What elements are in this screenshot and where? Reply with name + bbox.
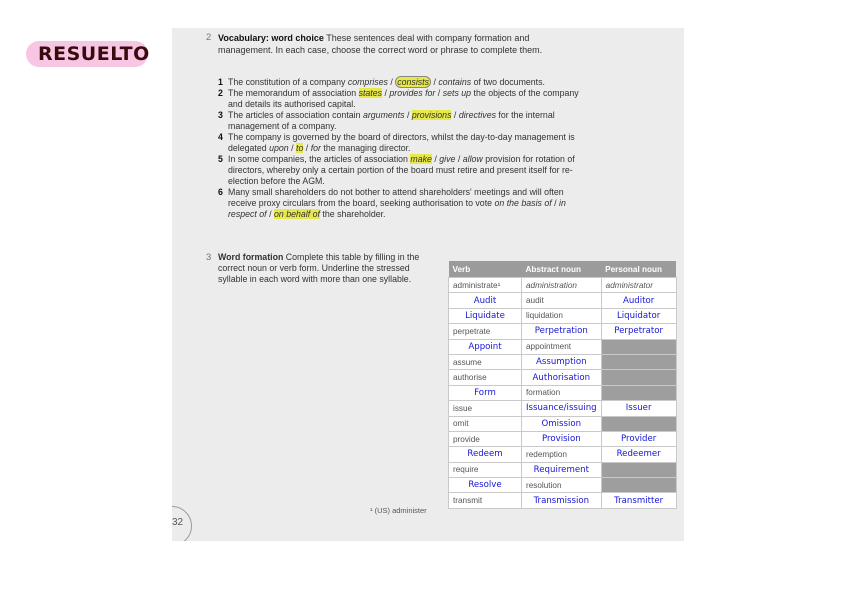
verb-cell: issue (449, 401, 522, 416)
table-row (449, 278, 677, 293)
personal-noun-cell (601, 385, 676, 400)
verb-cell: Liquidate (449, 308, 522, 323)
verb-cell: provide (449, 431, 522, 446)
personal-noun-cell (601, 478, 676, 493)
abstract-noun-cell: Issuance/issuing (522, 401, 602, 416)
highlighted-answer: to (296, 143, 304, 153)
personal-noun-cell (601, 416, 676, 431)
table-row (449, 293, 677, 308)
personal-noun-cell (601, 354, 676, 369)
exercise-item (218, 77, 580, 88)
abstract-noun-cell: Authorisation (522, 370, 602, 385)
exercise-item (218, 187, 580, 220)
personal-noun-cell: Perpetrator (601, 324, 676, 339)
table-row (449, 493, 677, 508)
item-text-fragment: sets up (442, 88, 472, 99)
highlighted-answer: make (410, 154, 432, 165)
abstract-noun-cell: audit (522, 293, 602, 308)
table-row (449, 354, 677, 369)
table-row (449, 324, 677, 339)
verb-cell: omit (449, 416, 522, 431)
table-row (449, 370, 677, 385)
item-text-fragment: provides for (389, 88, 436, 99)
table-row (449, 339, 677, 354)
table-row (449, 308, 677, 323)
item-text-fragment: The articles of association contain (228, 110, 363, 121)
item-text-fragment: / (404, 110, 412, 121)
exercise-item (218, 154, 580, 187)
verb-cell: Form (449, 385, 522, 400)
personal-noun-cell: Issuer (601, 401, 676, 416)
item-text-fragment: / (266, 208, 274, 219)
item-text (228, 132, 580, 154)
verb-cell: authorise (449, 370, 522, 385)
exercise-2-number: 2 (206, 32, 212, 43)
item-text-fragment: / (303, 143, 311, 153)
highlighted-answer: states (358, 88, 383, 99)
item-text (228, 110, 580, 132)
item-text-fragment: for (310, 143, 321, 153)
verb-cell: require (449, 462, 522, 477)
table-header-row (449, 261, 677, 278)
item-text (228, 187, 580, 220)
item-number: 5 (218, 154, 223, 165)
item-number: 2 (218, 88, 223, 99)
exercise-2-heading (218, 33, 570, 57)
item-number: 3 (218, 110, 223, 121)
verb-cell: transmit (449, 493, 522, 508)
item-text-fragment: directives (458, 110, 496, 121)
personal-noun-cell (601, 462, 676, 477)
abstract-noun-cell: Transmission (522, 493, 602, 508)
abstract-noun-cell: appointment (522, 339, 602, 354)
verb-cell: Appoint (449, 339, 522, 354)
abstract-noun-cell: resolution (522, 478, 602, 493)
personal-noun-cell: Redeemer (601, 447, 676, 462)
personal-noun-cell: Liquidator (601, 308, 676, 323)
item-text-fragment: contains (438, 77, 472, 87)
item-text-fragment: of two documents. (471, 77, 545, 87)
item-number: 6 (218, 187, 223, 197)
exercise-3-title: Word formation (218, 252, 284, 262)
abstract-noun-cell: Provision (522, 431, 602, 446)
exercise-3-heading (218, 252, 432, 285)
exercise-item (218, 132, 580, 154)
item-text-fragment: / (387, 77, 396, 87)
abstract-noun-cell: Perpetration (522, 324, 602, 339)
item-text-fragment: comprises (347, 77, 388, 87)
exercise-2-items (218, 77, 580, 220)
abstract-noun-cell: redemption (522, 447, 602, 462)
item-text-fragment: the objects of the company and details its authorised capital. (228, 88, 579, 109)
exercise-3-instructions: Complete this table by filling in the correct noun or verb form. Underline the stressed syllable in each word with more than one syllable. (218, 252, 420, 284)
exercise-item (218, 88, 580, 110)
highlighted-answer: consists (397, 77, 430, 87)
verb-cell: Redeem (449, 447, 522, 462)
item-text (228, 154, 580, 187)
footnote: ¹ (US) administer (370, 506, 427, 515)
item-text-fragment: Many small shareholders do not bother to attend shareholders' meetings and will often receive proxy circulars from the board, seeking authorisation to vote (228, 187, 564, 208)
item-text-fragment: give (439, 154, 456, 165)
item-text-fragment: / (451, 110, 459, 121)
table-row (449, 462, 677, 477)
item-number: 4 (218, 132, 223, 143)
abstract-noun-cell: administration (522, 278, 602, 293)
table-row (449, 431, 677, 446)
abstract-noun-cell: Assumption (522, 354, 602, 369)
item-text-fragment: In some companies, the articles of association (228, 154, 411, 165)
highlighted-answer: provisions (411, 110, 452, 121)
personal-noun-cell (601, 370, 676, 385)
verb-cell: Audit (449, 293, 522, 308)
verb-cell: perpetrate (449, 324, 522, 339)
personal-noun-cell: Auditor (601, 293, 676, 308)
item-text-fragment: provision for rotation of directors, whereby only a certain portion of the board must retire and present itself for re-election before the AGM. (228, 154, 575, 186)
stamp-label: RESUELTO (38, 43, 150, 65)
column-header-personal-noun: Personal noun (601, 261, 676, 278)
verb-cell: Resolve (449, 478, 522, 493)
abstract-noun-cell: liquidation (522, 308, 602, 323)
word-formation-table (448, 261, 677, 509)
item-text-fragment: / (431, 77, 439, 87)
item-text (228, 88, 580, 110)
item-text (228, 77, 580, 88)
column-header-abstract-noun: Abstract noun (522, 261, 602, 278)
table-row (449, 401, 677, 416)
item-number: 1 (218, 77, 223, 87)
item-text-fragment: The constitution of a company (228, 77, 348, 87)
item-text-fragment: / (288, 143, 297, 153)
exercise-2-instructions: These sentences deal with company formation and management. In each case, choose the correct word or phrase to complete them. (218, 33, 543, 55)
personal-noun-cell (601, 339, 676, 354)
exercise-item (218, 110, 580, 132)
highlighted-answer: on behalf of (273, 208, 320, 219)
column-header-verb: Verb (449, 261, 522, 278)
personal-noun-cell: administrator (601, 278, 676, 293)
abstract-noun-cell: Omission (522, 416, 602, 431)
item-text-fragment: in respect of (228, 197, 566, 219)
item-text-fragment: The memorandum of association (228, 88, 359, 99)
verb-cell: assume (449, 354, 522, 369)
table-row (449, 416, 677, 431)
item-text-fragment: / (551, 197, 560, 208)
item-text-fragment: the shareholder. (319, 208, 386, 219)
item-text-fragment: for the internal management of a company. (228, 110, 555, 131)
item-text-fragment: upon (269, 143, 289, 153)
verb-cell: administrate¹ (449, 278, 522, 293)
abstract-noun-cell: Requirement (522, 462, 602, 477)
item-text-fragment: arguments (362, 110, 405, 121)
exercise-3-number: 3 (206, 252, 212, 263)
table-row (449, 385, 677, 400)
table-row (449, 447, 677, 462)
item-text-fragment: allow (462, 154, 483, 165)
table-row (449, 478, 677, 493)
personal-noun-cell: Provider (601, 431, 676, 446)
item-text-fragment: The company is governed by the board of directors, whilst the day-to-day management is delegated (228, 132, 575, 153)
textbook-page (172, 28, 684, 541)
page-number: 32 (172, 517, 184, 528)
personal-noun-cell: Transmitter (601, 493, 676, 508)
item-text-fragment: / (382, 88, 390, 99)
item-text-fragment: on the basis of (494, 197, 552, 208)
item-text-fragment: / (431, 154, 440, 165)
item-text-fragment: / (455, 154, 463, 165)
item-text-fragment: / (435, 88, 443, 99)
resuelto-stamp (26, 41, 148, 67)
exercise-2-title: Vocabulary: word choice (218, 33, 324, 43)
item-text-fragment: the managing director. (320, 143, 411, 153)
abstract-noun-cell: formation (522, 385, 602, 400)
